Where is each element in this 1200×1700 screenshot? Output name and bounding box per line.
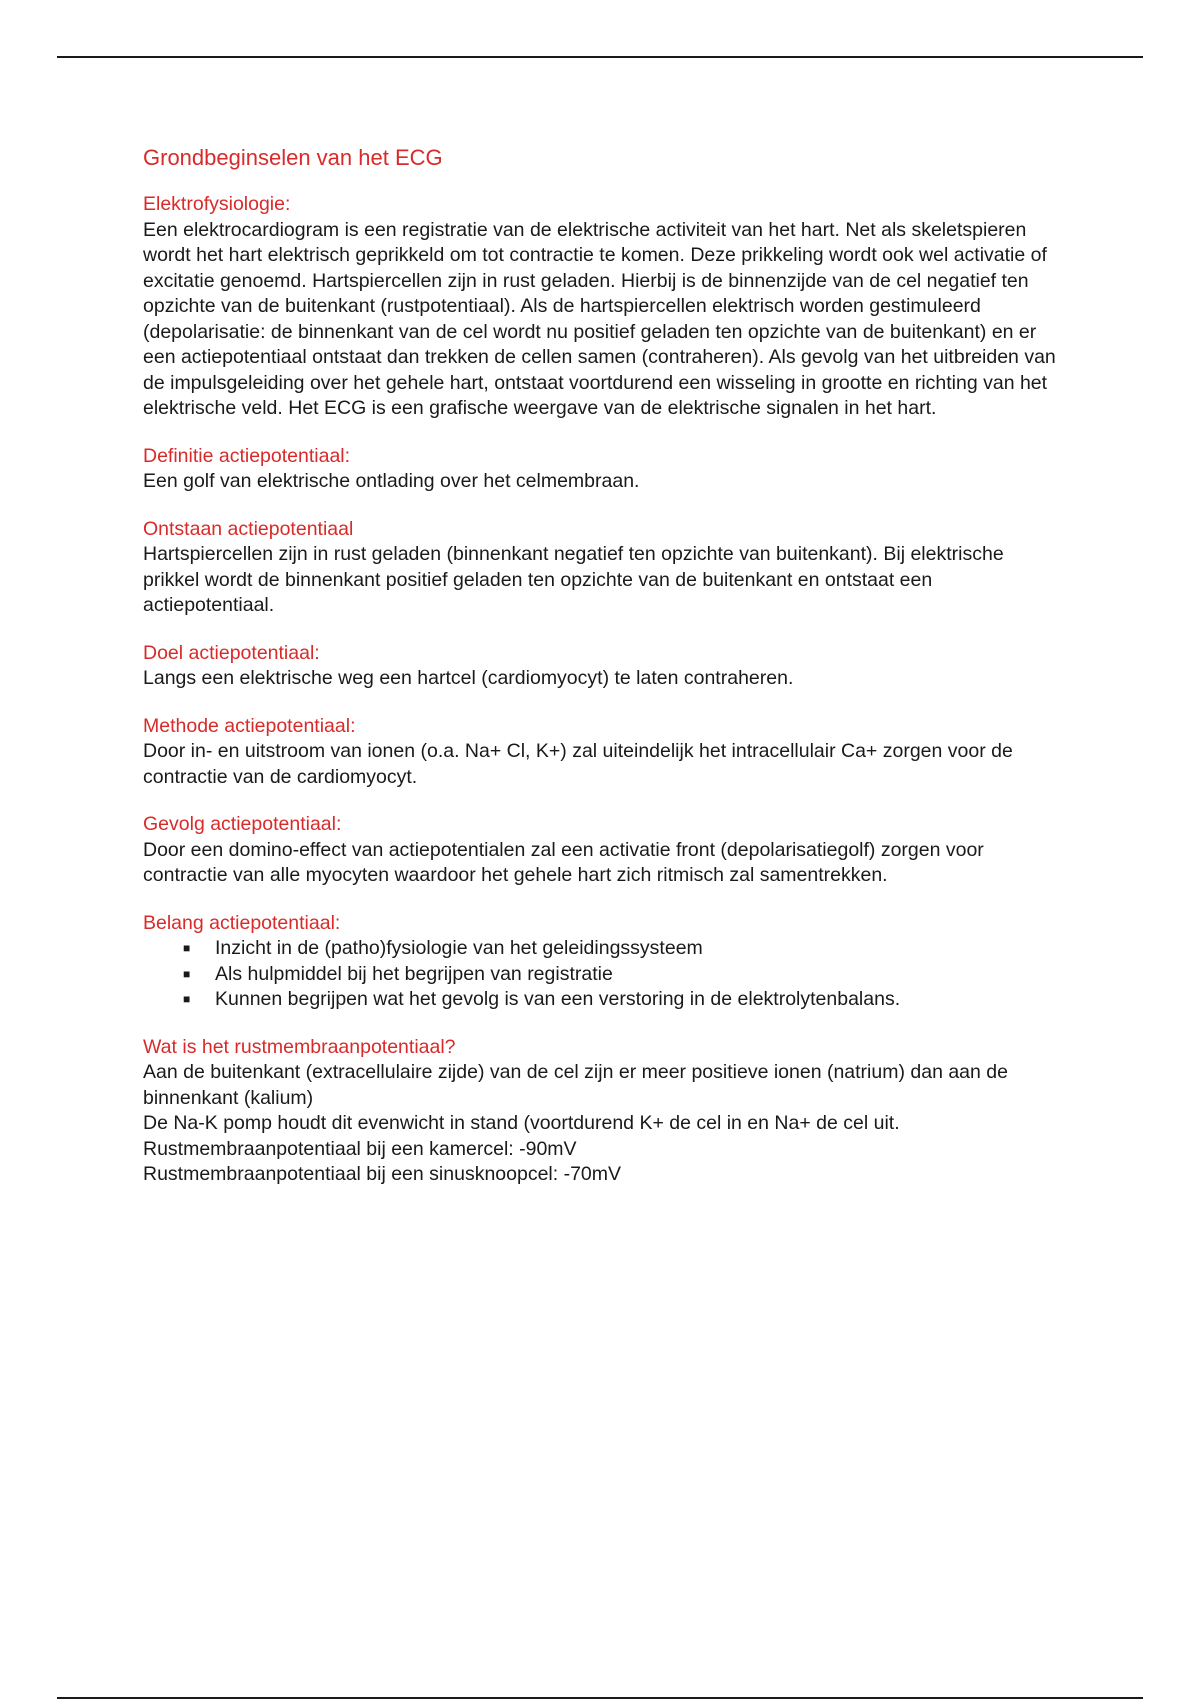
section-rustmembraanpotentiaal [143, 1035, 1063, 1188]
list-item-text: Inzicht in de (patho)fysiologie van het geleidingssysteem [215, 937, 703, 959]
square-bullet-icon: ■ [183, 941, 191, 955]
section-belang-actiepotentiaal [143, 911, 1063, 1013]
section-elektrofysiologie [143, 192, 1063, 422]
section-paragraph: Aan de buitenkant (extracellulaire zijde) van de cel zijn er meer positieve ionen (natrium) dan aan de binnenkant (kalium) [143, 1061, 1008, 1109]
footer-rule [57, 1697, 1143, 1699]
list-item [183, 936, 1063, 962]
square-bullet-icon: ■ [183, 992, 191, 1006]
section-heading: Elektrofysiologie: [143, 193, 291, 215]
section-paragraph: Rustmembraanpotentiaal bij een kamercel: -90mV [143, 1137, 577, 1160]
section-paragraph: Rustmembraanpotentiaal bij een sinusknoopcel: -70mV [143, 1163, 622, 1185]
section-methode-actiepotentiaal [143, 714, 1063, 791]
section-paragraph: Een golf van elektrische ontlading over het celmembraan. [143, 470, 640, 492]
section-paragraph: Door een domino-effect van actiepotentialen zal een activatie front (depolarisatiegolf) zorgen voor contractie van alle myocyten waardoor het gehele hart zich ritmisch zal samentrekken. [143, 838, 984, 886]
document-body [143, 144, 1063, 1210]
list-item-text: Als hulpmiddel bij het begrijpen van registratie [215, 962, 613, 985]
section-heading: Belang actiepotentiaal: [143, 911, 341, 934]
section-definitie-actiepotentiaal [143, 444, 1063, 495]
section-heading: Definitie actiepotentiaal: [143, 444, 351, 467]
section-doel-actiepotentiaal [143, 641, 1063, 692]
header-rule [57, 56, 1143, 58]
section-paragraph: Door in- en uitstroom van ionen (o.a. Na+ Cl, K+) zal uiteindelijk het intracellulair Ca+ zorgen voor de contractie van de cardiomyocyt. [143, 740, 1013, 788]
list-item [183, 962, 1063, 988]
section-paragraph: Langs een elektrische weg een hartcel (cardiomyocyt) te laten contraheren. [143, 667, 794, 689]
section-heading: Ontstaan actiepotentiaal [143, 517, 354, 540]
list-item-text: Kunnen begrijpen wat het gevolg is van een verstoring in de elektrolytenbalans. [215, 988, 901, 1010]
bullet-list [143, 936, 1063, 1013]
list-item [183, 987, 1063, 1013]
square-bullet-icon: ■ [183, 966, 191, 981]
section-heading: Gevolg actiepotentiaal: [143, 813, 342, 835]
section-heading: Methode actiepotentiaal: [143, 714, 356, 737]
section-gevolg-actiepotentiaal [143, 812, 1063, 889]
section-paragraph: De Na-K pomp houdt dit evenwicht in stand (voortdurend K+ de cel in en Na+ de cel uit. [143, 1112, 900, 1134]
section-paragraph: Een elektrocardiogram is een registratie van de elektrische activiteit van het hart. Net als skeletspieren wordt het hart elektrisch geprikkeld om tot contractie te komen. Deze prikkeling wordt ook wel activatie of excitatie genoemd. Hartspiercellen zijn in rust geladen. Hierbij is de binnenzijde van de cel negatief ten opzichte van de buitenkant (rustpotentiaal). Als de hartspiercellen elektrisch worden gestimuleerd (depolarisatie: de binnenkant van de cel wordt nu positief geladen ten opzichte van de buitenkant) en er een actiepotentiaal ontstaat dan trekken de cellen samen (contraheren). Als gevolg van het uitbreiden van de impulsgeleiding over het gehele hart, ontstaat voortdurend een wisseling in grootte en richting van het elektrische veld. Het ECG is een grafische weergave van de elektrische signalen in het hart. [143, 218, 1056, 419]
section-paragraph: Hartspiercellen zijn in rust geladen (binnenkant negatief ten opzichte van buitenkant). Bij elektrische prikkel wordt de binnenkant positief geladen ten opzichte van de buitenkant en ontstaat een actiepotentiaal. [143, 543, 1004, 616]
document-title: Grondbeginselen van het ECG [143, 145, 443, 170]
section-heading: Doel actiepotentiaal: [143, 641, 320, 664]
section-heading: Wat is het rustmembraanpotentiaal? [143, 1035, 456, 1058]
section-ontstaan-actiepotentiaal [143, 517, 1063, 619]
